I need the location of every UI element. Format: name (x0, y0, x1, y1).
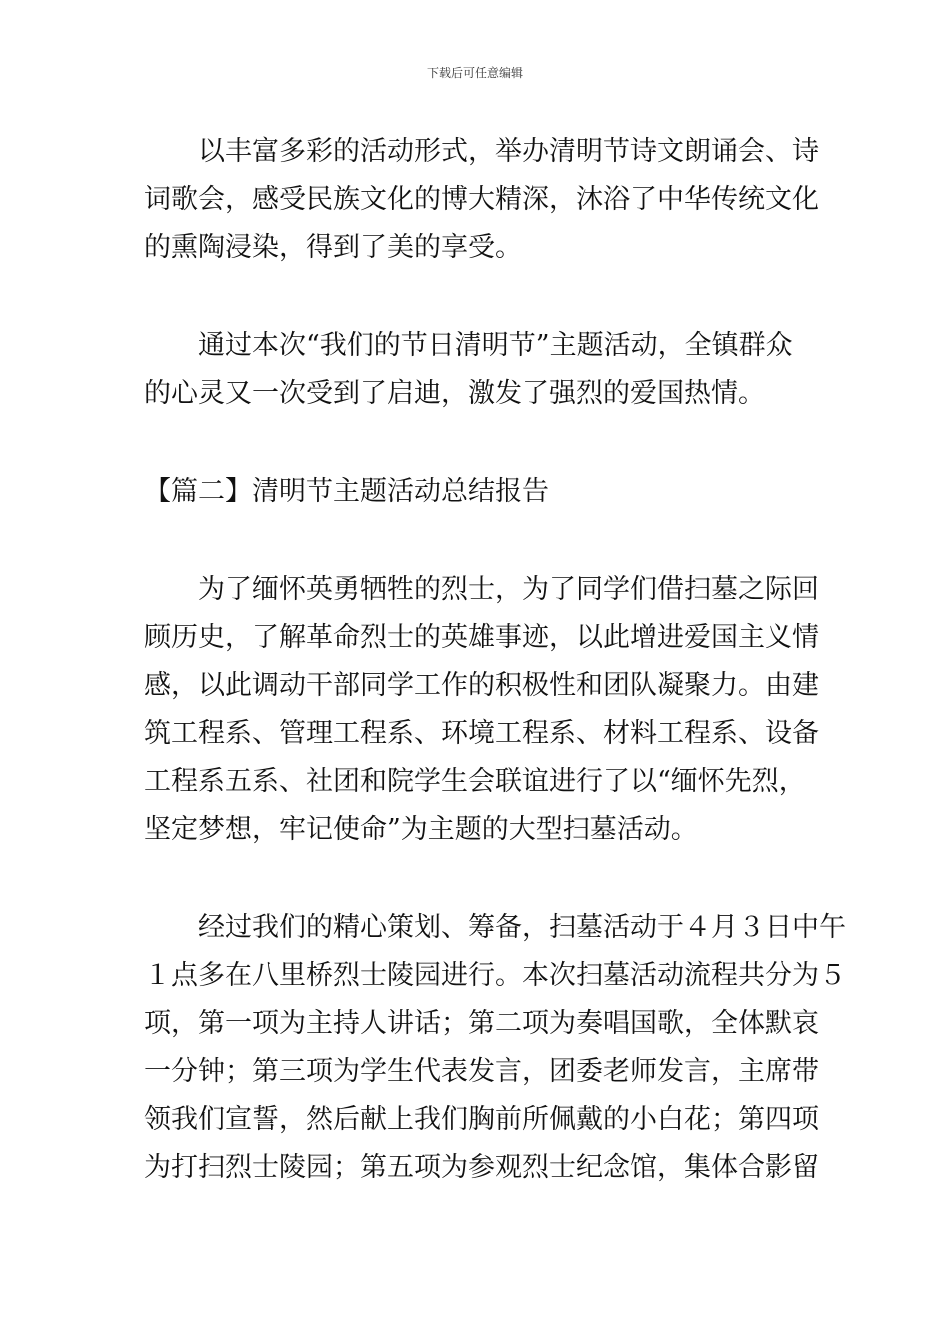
text-line: 一分钟；第三项为学生代表发言，团委老师发言，主席带 (144, 1056, 819, 1087)
text-line: 经过我们的精心策划、筹备，扫墓活动于４月３日中午 (198, 912, 846, 943)
section-heading (144, 468, 808, 516)
text-line: 筑工程系、管理工程系、环境工程系、材料工程系、设备 (144, 718, 819, 749)
text-line: 领我们宣誓，然后献上我们胸前所佩戴的小白花；第四项 (144, 1104, 819, 1135)
page-header: 下载后可任意编辑 (426, 66, 523, 80)
section-title: 【篇二】清明节主题活动总结报告 (144, 476, 549, 507)
paragraph-spacer (144, 516, 808, 566)
document-body (144, 128, 846, 1192)
text-line: 的熏陶浸染，得到了美的享受。 (144, 232, 522, 263)
text-line: 项，第一项为主持人讲话；第二项为奏唱国歌，全体默哀 (144, 1008, 819, 1039)
text-line: 坚定梦想，牢记使命”为主题的大型扫墓活动。 (144, 814, 698, 845)
text-line: 感，以此调动干部同学工作的积极性和团队凝聚力。由建 (144, 670, 819, 701)
text-line: 工程系五系、社团和院学生会联谊进行了以“缅怀先烈， (144, 766, 806, 797)
paragraph-4 (144, 904, 846, 1192)
text-line: 词歌会，感受民族文化的博大精深，沐浴了中华传统文化 (144, 184, 819, 215)
paragraph-spacer (144, 272, 808, 322)
paragraph-spacer (144, 854, 808, 904)
paragraph-2 (144, 322, 808, 418)
text-line: １点多在八里桥烈士陵园进行。本次扫墓活动流程共分为５ (144, 960, 846, 991)
text-line: 的心灵又一次受到了启迪，激发了强烈的爱国热情。 (144, 378, 765, 409)
paragraph-spacer (144, 418, 808, 468)
text-line: 通过本次“我们的节日清明节”主题活动，全镇群众 (198, 330, 793, 361)
paragraph-3 (144, 566, 819, 854)
text-line: 为了缅怀英勇牺牲的烈士，为了同学们借扫墓之际回 (198, 574, 819, 605)
text-line: 为打扫烈士陵园；第五项为参观烈士纪念馆，集体合影留 (144, 1152, 819, 1183)
text-line: 以丰富多彩的活动形式，举办清明节诗文朗诵会、诗 (198, 136, 819, 167)
paragraph-1 (144, 128, 819, 272)
text-line: 顾历史，了解革命烈士的英雄事迹，以此增进爱国主义情 (144, 622, 819, 653)
